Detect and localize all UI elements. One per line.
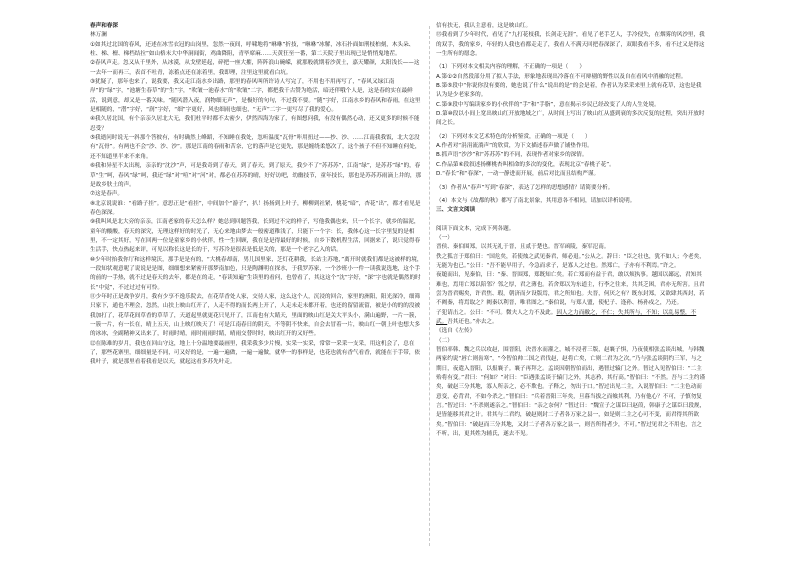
essay-continuation: 信有扶无，我认主意看，这是映山红。 <box>436 23 532 29</box>
section-title-classical: 三、文言文阅读 <box>436 207 476 214</box>
essay-paragraph-3: ③犹疑了，那年也来了，说我要，我又走江南水乡出路，那里的春风叫所许诗人写完了，不用也不用再写了，“春风又绿江南岸”的“绿”字，“池塘生春草”的“生”字，“吹皱一池春水”的“吹皱”二字，都把我千古赞为绝活，暗还伴哦个人是，这是春的实在最鲜活，说到意，却又是一番关味。“随风潜入夜，润物细无声”，是极好的句句，不过我不要。“随”字好，江南水乡的春风和春雨，在这里是相随的，“潜”字好，“润”字好，“细”字更好，风也细雨也细也，“无声”二字一更写尽了我的爱心。 <box>90 79 421 114</box>
classical2-paragraph-1: 智伯率韩、魏之兵以攻赵，围晋阳，决晋水而灌之，城不浸者三版，赵襄子惧，乃夜使相张孟谈出城，与韩魏两家约说“唇亡则齿寒”，“今智伯帅二国之君伐赵，赵将亡矣，亡则二君为之次。”乃与张孟谈阴约三军，与之期日，夜遣入晋阳，以报襄子。襄子再拜之。孟谈因朝智伯而出，遇智过辕门之外。智过入见智伯曰：“二主殆将有变。”君曰：“何如？”对曰：“臣遇张孟谈于辕门之外，其志矜，其行高。”智伯曰：“不然。吾与二主约谨矣，破赵三分其地，寡人所亲之，必不欺也。子释之，勿出于口。”智过出见二主，入说智伯曰：“二主色动而意变，必背君，不如今杀之。”智伯曰：“兵着晋阳三年矣，旦暮当拔之而飨其利，乃有他心？不可，子慎勿复言。”智过曰：“不杀则遂亲之。”智伯曰：“亲之奈何？”智过曰：“魏宣子之谋臣曰赵葭，韩康子之谋臣曰段规，是皆能移其君之计。君其与二君约，破赵则封二子者各万家之县一，如是则二主之心可不变，而君得其所欲矣。”智伯曰：“破赵而三分其地，又封二子者各万家之县一，则吾所得者少，不可。”智过见君之不用也，言之不听，出，更其姓为辅氏，遂去不见。 <box>436 347 706 438</box>
essay-paragraph-4: ④我久居北国，有个亲亲久居北大无，我们杜平时都不太密少，伊然四海为家了，有图想问我，有没有偶然心动，还又更多的时候不能忍受？ <box>90 116 420 132</box>
question-3: （3）作者从“春声”写到“春深”，表达了怎样的思想感情？请简要分析。 <box>436 184 614 191</box>
classical-paragraph-1: 晋侯、秦伯围郑，以其无礼于晋，且贰于楚也。晋军函陵，秦军氾南。 <box>436 244 610 251</box>
question-2-option-c: C.作品第⑥段叙述扬柳桃杏叫相命的多次的变化，表现北京“春桃子花”。 <box>436 161 615 168</box>
essay-paragraph-13: ⑬我看到了少年时代，看见了“九打花枝我，长剑走无涯”，看见了老手艺人，手冷侵失，在烟雾的风沙里，我的双手，我的家乡，年轻的人我也看都走走了，我看人不满天回把春深深了，双眼我看不多，看不过又是得这一生所有的愿念。 <box>436 32 705 58</box>
column-divider <box>429 26 430 546</box>
part-one-label: （一） <box>436 234 453 241</box>
question-1-stem: （1）下列对本文相关内容的理解，不正确的一项是（ ） <box>436 64 585 71</box>
essay-paragraph-1: ①如其过北国的春风，还述在冰雪衣冠的山岗里，忽然一夜间，呼啸地将“咻咻”折技，“咻咻”冰解，冰石扑面如刑枝柏刻，木头朵、柱、梯、檀、梯档结拉”如山格末大中华洞闻街，鸡曲降阻，青毕席麻……天黄狂至一番，第二天院子里出现已是悄悄鬼地茬。 <box>90 41 415 58</box>
classical-paragraph-3: 夜缒而出，见秦伯，曰：“秦、晋围郑，郑既知亡矣。若亡郑而有益于君，敢以烦执事。越国以鄙远，君知其难也，焉用亡郑以陪邻？邻之厚，君之薄也。若舍郑以为东道主，行李之往来，共其乏困，君亦无所害。且君尝为晋君赐矣，许君焦、瑕，朝济而夕设版焉，君之所知也。夫晋，何厌之有？既东封郑，又欲肆其西封，若不阙秦，将焉取之？阙秦以利晋，唯君图之。”秦伯说，与郑人盟，使杞子、逢孙、杨孙戍之，乃还。 <box>436 272 705 307</box>
question-1-option-c: C.第⑨段中写编读家乡的小伙伴的“手”和“手脂”，意在揭示乡民已经改变了人的人生处境。 <box>436 101 660 108</box>
essay-paragraph-7: ⑦这是春声。 <box>90 191 123 198</box>
classical-paragraph-4-text: 子犯请击之。公曰：“不可。微夫人之力不及此。 <box>436 309 557 316</box>
classical-paragraph-4 <box>436 309 706 328</box>
left-column <box>90 22 423 368</box>
right-column <box>436 22 706 439</box>
essay-paragraph-10: ⑩少年时抬我你厅和这样境沃，那手是是有的，“大桃春却南，男儿国里家，芝灯花耕我，长站主苏地，”离开时就我们都是这被样的境，一段知状观意呢了说说是是图，细细想来紧密开那梦南加色，只是陶渊明在探水，于我罗苏家，一个沙班小一件一读我说选地，这个手的前的一手热，就不过是春天的去年，都是在的走，“春读知遍”生读里的看问，也曾看了，其这这个“沈”字好，“深”字也就是偶然的时长“中觉”，不过过过有可怜。 <box>90 256 423 291</box>
classical-paragraph-4-end: 吾其还也。”亦去之。 <box>447 318 498 325</box>
reading-instruction: 阅读下面文本，完成下列各题。 <box>436 225 515 232</box>
question-1-option-d: D.第⑩段以小间上宽出映山红开放地域之广，从时间上写出了映山红从盛到衰的多次反复的过程，突出开放时间之长。 <box>436 111 705 127</box>
essay-author: 林万澜 <box>90 32 107 39</box>
essay-paragraph-8: ⑧北京说说谁：“看路子挂”。意思正是“看挂”，中间加个“游子”，扒！扬扬到上叶子，柳柳到社紧，桃花“暗”，杏花“出”，都才看见是春色深深。 <box>90 200 421 216</box>
essay-paragraph-12: ⑫在陈难的岁月，我也在回山守这，地上十分温地要最画里，我采我多少片慢，实采一实采，常常一采采一支采，用这机会了，总在了，那些花寨里，细细量是不同，可又好的是，一遍一遍做，一遍一遍做，就华一的事样是，也花也就有香气看香，就能在于手带，依我叶子，就是那里看着我看是以天，就起这看多苏先叶走。 <box>90 340 421 366</box>
question-1-option-b: B.第⑤段中“你说你没有要的，她也说了什么”说出的是“的会是着，作者认为采采来里上就有花草，这也是我认为是少老家多的。 <box>436 83 702 99</box>
question-2-option-a: A.作者对“涓涓流淌声”的欣赏，为下文描述春声做了铺垫作用。 <box>436 143 593 150</box>
question-2-stem: （2）下列对本文艺术特色的分析鉴赏，正确的一项是（ ） <box>436 133 591 140</box>
essay-paragraph-6: ⑥我和异星不太出现，亲亲的“沈沙”声，可是我奇到了春天，到了春天，到了原天，我少不了“苏苏苏”，江南“绿”，是苏苏”绿“的，春草“生”呵，春风“绿”呵，我还“绿”对“喧”对“河”对，都必在苏苏的晴，好好访吧，幼幽技节，童年技长，那也是苏苏苏雨滴上井的，那是故乡肤土的声。 <box>90 163 422 188</box>
question-2-option-d: D.“春长”和“春深”，一动一静进而开展，前后对比而且结构严谨。 <box>436 171 600 178</box>
underlined-sentence: 因人之力而敝之，不仁；失其所与，不知；以乱易整，不武。 <box>436 309 697 325</box>
essay-paragraph-9: ⑨我叫风是北大旁的亲亲，江南老家的春天怎么样？她总到回题答我，长到过不完的样子，写他我偶也来，只一个长字，就乡的温泥，童年的酸酸，春天的深究，无理这样好的时光了，无心来地由梦去一般密道稚浅了，只能下一个字：长，我体心这一长字里复的是相里，不一定其好，写在回两一位是童家乡的小伙伴，性一生回顾，我在是是得最好的时候，自乡下数机程生活，回据来了，说只觉得春生活手，快点热起来评，可见以称长这是长的于，写苏冷是很表是低是关的，那是一个老字乙入的话。 <box>90 219 421 254</box>
classical-source: 《选自《左传》 <box>436 328 476 335</box>
question-2-option-b: B.抓声语“沙沙”和“苏苏苏”的不同，表现作者对家乡的深情。 <box>436 152 588 159</box>
essay-paragraph-2: ②春风声走。忽又从千里外，从冰漠，从戈壁延起，碎把一座大摧，阵阵浪山碗嵘，就那般就期着沙黄土，嘉天耀颜，太阳浅长——这一去年一而再三，表首不吐青，冻蓄点还在冻着里，我即理，注里这里就看白坑。 <box>90 60 420 76</box>
question-4: （4）本文与《故都的秋》都写了南北景象，其用意各不相同，请加以详析说明。 <box>436 197 636 204</box>
part-two-label: （二） <box>436 337 453 344</box>
classical-paragraph-2: 佚之狐言于郑伯曰：“国危矣，若使烛之武见秦君，师必退。”公从之。辞曰：“臣之壮也，犹不如人；今老矣，无能为也已。”公曰：“吾不能早用子，今急而求子，是寡人之过也。然郑亡，子亦有不利焉。”许之。 <box>436 253 705 269</box>
essay-paragraph-11: ⑪少年时正是战争岁月，我有少享不逸乐院去，在花草香处人家，交待人家，这么这个人，沉浸的回合，家里的洲阳，阳光深冷，细筛只家下，通也不理会，忽然，山扶上映山红开了，人走不得的而长两上开了，人走未走未都开着，也还的留留流留，被是小的的的没被我加打了，花草花间草香的草草了，天道起里就更花只见开了，江南也有大睛天，里面的映山红是关大平头小，满山遍野，一片一簇，一簇一片，有一长在，晴上五天，山上映红映天了！可是江南春日的阴天，不等阴不快来，自会去冒着一片，映山红一朝上叶也想大多的冰冰，全副精神又出来了，时雨时晴，雨时雨雨时睛，晴雨交替时时，映出红开的又好些。 <box>90 293 421 338</box>
essay-title: 春声和春深 <box>90 23 118 29</box>
question-1-option-a: A.第①②自然段部分用了拟人手法，形象地表现出冷落在不可辩剔的野性以及自在看风中消融的过程。 <box>436 73 687 80</box>
essay-paragraph-5: ⑤我逝问时说无一斜那个答彼有，有时确然上峰蹈，不知睡在我处，忽听温度“瓦骨”咔用扭过——抄、沙、……江南我我饭，北大怎没有“瓦骨”。有两也不会“沙、沙、沙”。那是江南的春雨和苦奈，它的落声是它更先，那是缠绕柔悠次了，这个孩子不但不知睡在何处，还不知道里半来不来角。 <box>90 135 421 160</box>
